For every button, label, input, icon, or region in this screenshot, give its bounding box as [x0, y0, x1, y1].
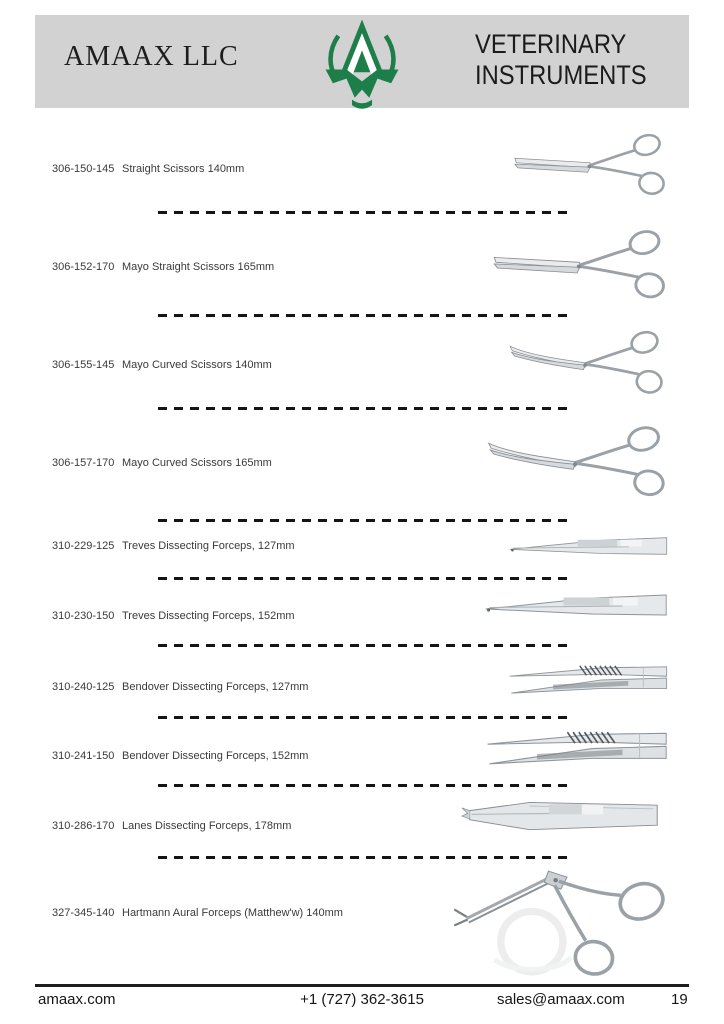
- page-title: [475, 29, 647, 91]
- treves-forceps-image: [505, 536, 670, 561]
- product-code: 310-240-125: [52, 681, 115, 693]
- product-name: Mayo Straight Scissors 165mm: [122, 261, 275, 273]
- product-code: 327-345-140: [52, 907, 115, 919]
- dashed-divider: [158, 716, 568, 719]
- bendover-forceps-image: [503, 664, 670, 695]
- dashed-divider: [158, 211, 568, 214]
- product-name: Straight Scissors 140mm: [122, 163, 245, 175]
- dashed-divider: [158, 519, 568, 522]
- product-code: 306-155-145: [52, 359, 115, 371]
- product-name: Lanes Dissecting Forceps, 178mm: [122, 820, 292, 832]
- dashed-divider: [158, 577, 568, 580]
- page-title-line2: INSTRUMENTS: [475, 60, 647, 90]
- product-code: 306-157-170: [52, 457, 115, 469]
- product-code: 306-150-145: [52, 163, 115, 175]
- amaax-logo-icon: [321, 17, 403, 113]
- dashed-divider: [158, 784, 568, 787]
- dashed-divider: [158, 856, 568, 859]
- product-code: 310-229-125: [52, 540, 115, 552]
- mayo-curved-scissors-image: [500, 328, 670, 400]
- product-name: Hartmann Aural Forceps (Matthew'w) 140mm: [122, 907, 343, 919]
- dashed-divider: [158, 407, 568, 410]
- bendover-forceps-image: [480, 730, 670, 766]
- company-name: AMAAX LLC: [64, 41, 239, 72]
- straight-scissors-image: [505, 131, 672, 201]
- mayo-curved-scissors-image: [477, 423, 673, 503]
- footer-phone: +1 (727) 362-3615: [300, 991, 424, 1008]
- hartmann-aural-forceps-image: [447, 861, 685, 982]
- product-name: Bendover Dissecting Forceps, 152mm: [122, 750, 309, 762]
- footer-rule: [35, 984, 689, 987]
- product-name: Mayo Curved Scissors 165mm: [122, 457, 272, 469]
- lanes-forceps-image: [460, 797, 663, 837]
- footer-website: amaax.com: [38, 991, 116, 1008]
- dashed-divider: [158, 644, 568, 647]
- dashed-divider: [158, 314, 568, 317]
- product-name: Mayo Curved Scissors 140mm: [122, 359, 272, 371]
- product-code: 310-286-170: [52, 820, 115, 832]
- footer-email: sales@amaax.com: [497, 991, 625, 1008]
- treves-forceps-image: [480, 593, 670, 623]
- header-band: [35, 15, 689, 108]
- product-code: 310-230-150: [52, 610, 115, 622]
- product-name: Treves Dissecting Forceps, 152mm: [122, 610, 295, 622]
- page-title-line1: VETERINARY: [475, 29, 627, 59]
- mayo-straight-scissors-image: [483, 227, 673, 305]
- product-code: 310-241-150: [52, 750, 115, 762]
- product-code: 306-152-170: [52, 261, 115, 273]
- product-name: Treves Dissecting Forceps, 127mm: [122, 540, 295, 552]
- page-number: 19: [671, 991, 688, 1008]
- product-name: Bendover Dissecting Forceps, 127mm: [122, 681, 309, 693]
